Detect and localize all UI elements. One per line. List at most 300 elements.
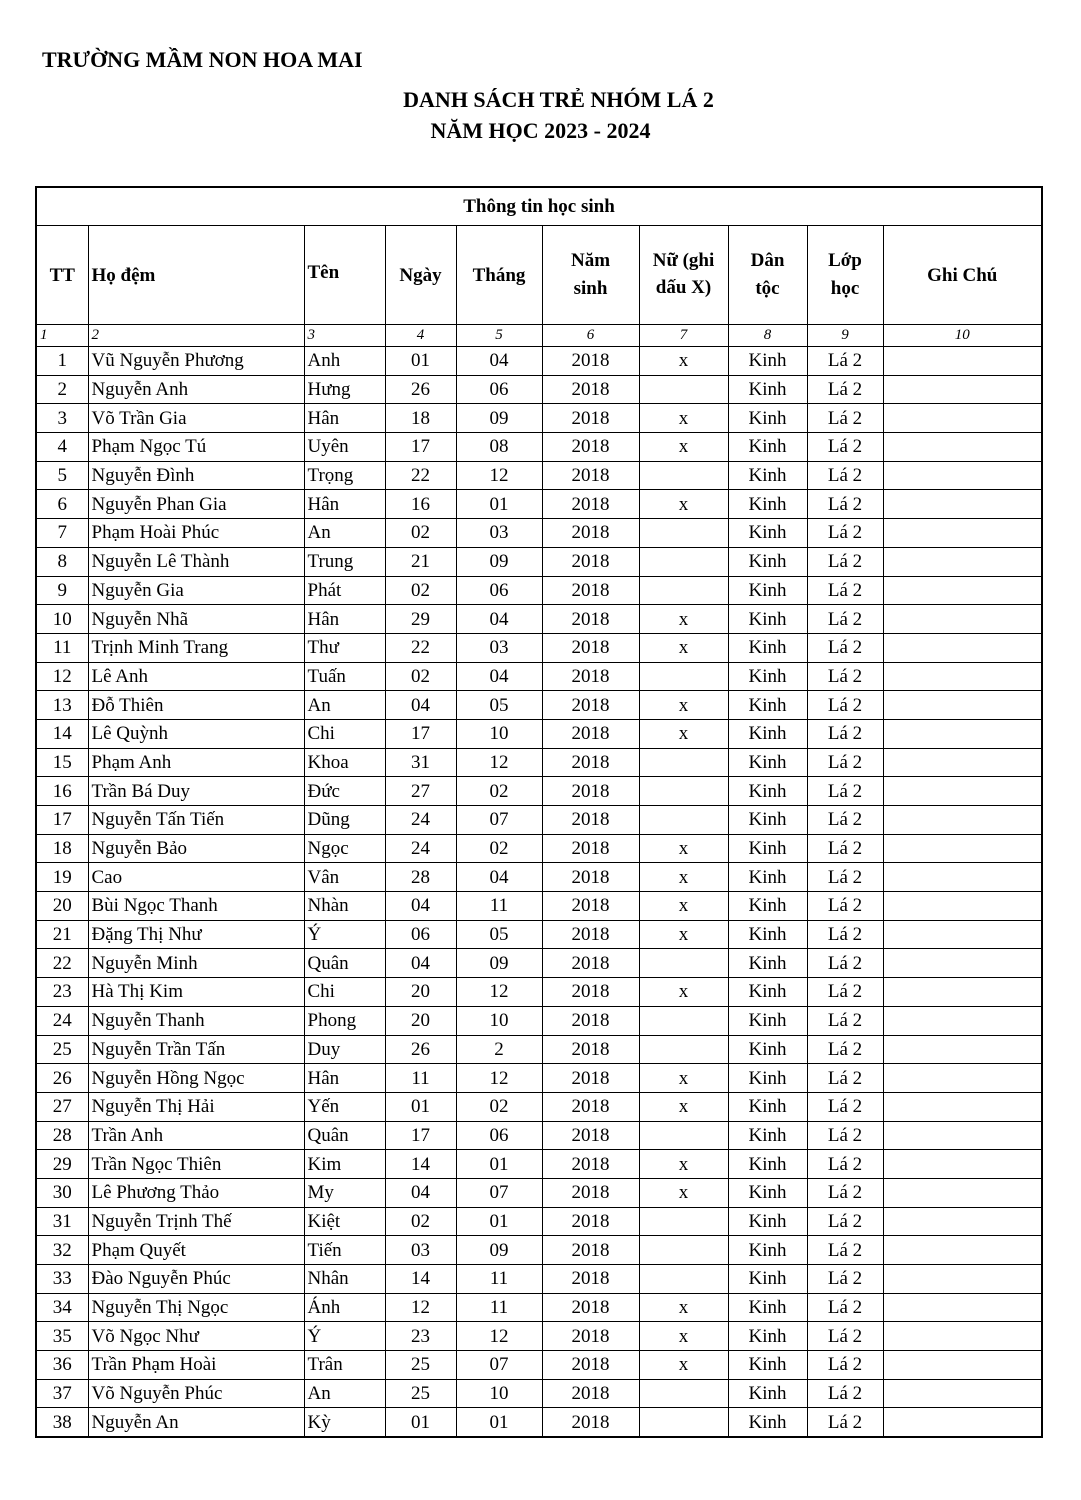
cell-ho-dem: Hà Thị Kim [88, 978, 304, 1007]
cell-tt: 8 [36, 547, 88, 576]
cell-ghi-chu [883, 748, 1042, 777]
column-header-nam-sinh: Năm sinh [542, 226, 639, 325]
cell-nam-sinh: 2018 [542, 1236, 639, 1265]
cell-nam-sinh: 2018 [542, 806, 639, 835]
cell-ghi-chu [883, 433, 1042, 462]
cell-ho-dem: Trịnh Minh Trang [88, 633, 304, 662]
column-header-tt: TT [36, 226, 88, 325]
table-row [36, 1322, 1042, 1351]
cell-ghi-chu [883, 375, 1042, 404]
cell-ghi-chu [883, 1379, 1042, 1408]
cell-dan-toc: Kinh [728, 1178, 807, 1207]
cell-ho-dem: Nguyễn Nhã [88, 605, 304, 634]
cell-dan-toc: Kinh [728, 719, 807, 748]
cell-ngay: 21 [385, 547, 456, 576]
cell-nu: x [639, 347, 728, 376]
cell-thang: 11 [456, 1293, 542, 1322]
cell-lop-hoc: Lá 2 [807, 863, 883, 892]
cell-lop-hoc: Lá 2 [807, 404, 883, 433]
cell-ho-dem: Võ Ngọc Như [88, 1322, 304, 1351]
column-index: 3 [304, 325, 385, 347]
cell-ngay: 24 [385, 834, 456, 863]
table-row [36, 719, 1042, 748]
cell-lop-hoc: Lá 2 [807, 633, 883, 662]
cell-nam-sinh: 2018 [542, 375, 639, 404]
student-table [35, 186, 1043, 1438]
cell-nam-sinh: 2018 [542, 949, 639, 978]
cell-nam-sinh: 2018 [542, 1379, 639, 1408]
cell-ho-dem: Phạm Hoài Phúc [88, 519, 304, 548]
cell-ghi-chu [883, 1408, 1042, 1437]
cell-thang: 12 [456, 461, 542, 490]
cell-tt: 14 [36, 719, 88, 748]
table-row [36, 748, 1042, 777]
cell-ten: Ý [304, 1322, 385, 1351]
cell-nam-sinh: 2018 [542, 1351, 639, 1380]
cell-dan-toc: Kinh [728, 1379, 807, 1408]
table-row [36, 1207, 1042, 1236]
cell-nu [639, 1408, 728, 1437]
cell-tt: 11 [36, 633, 88, 662]
column-index: 2 [88, 325, 304, 347]
cell-nu [639, 1035, 728, 1064]
document-title: DANH SÁCH TRẺ NHÓM LÁ 2 [403, 87, 714, 112]
cell-tt: 2 [36, 375, 88, 404]
cell-lop-hoc: Lá 2 [807, 662, 883, 691]
cell-nam-sinh: 2018 [542, 633, 639, 662]
cell-ngay: 17 [385, 1121, 456, 1150]
column-header-ten: Tên [304, 226, 385, 325]
column-header-ho-dem: Họ đệm [88, 226, 304, 325]
cell-tt: 37 [36, 1379, 88, 1408]
cell-thang: 07 [456, 1178, 542, 1207]
cell-ngay: 20 [385, 978, 456, 1007]
cell-ho-dem: Nguyễn Anh [88, 375, 304, 404]
cell-ngay: 16 [385, 490, 456, 519]
cell-dan-toc: Kinh [728, 1265, 807, 1294]
cell-ghi-chu [883, 1006, 1042, 1035]
cell-ghi-chu [883, 1121, 1042, 1150]
cell-tt: 16 [36, 777, 88, 806]
cell-ghi-chu [883, 1236, 1042, 1265]
cell-nu [639, 1006, 728, 1035]
cell-tt: 31 [36, 1207, 88, 1236]
cell-lop-hoc: Lá 2 [807, 1379, 883, 1408]
cell-ten: Kỳ [304, 1408, 385, 1437]
cell-lop-hoc: Lá 2 [807, 433, 883, 462]
cell-ten: Trung [304, 547, 385, 576]
cell-nu: x [639, 433, 728, 462]
cell-lop-hoc: Lá 2 [807, 1207, 883, 1236]
cell-lop-hoc: Lá 2 [807, 1293, 883, 1322]
cell-tt: 13 [36, 691, 88, 720]
column-index: 1 [36, 325, 88, 347]
cell-nu [639, 1207, 728, 1236]
cell-ghi-chu [883, 920, 1042, 949]
table-row [36, 605, 1042, 634]
cell-dan-toc: Kinh [728, 1035, 807, 1064]
cell-ten: Yến [304, 1092, 385, 1121]
cell-thang: 03 [456, 519, 542, 548]
cell-dan-toc: Kinh [728, 1121, 807, 1150]
cell-nam-sinh: 2018 [542, 748, 639, 777]
cell-ten: My [304, 1178, 385, 1207]
cell-dan-toc: Kinh [728, 633, 807, 662]
cell-ghi-chu [883, 461, 1042, 490]
cell-nu: x [639, 490, 728, 519]
cell-ten: Hân [304, 605, 385, 634]
cell-ghi-chu [883, 347, 1042, 376]
cell-ghi-chu [883, 1351, 1042, 1380]
table-row [36, 1035, 1042, 1064]
table-row [36, 1064, 1042, 1093]
cell-nam-sinh: 2018 [542, 576, 639, 605]
cell-ngay: 02 [385, 1207, 456, 1236]
cell-ten: Trân [304, 1351, 385, 1380]
cell-lop-hoc: Lá 2 [807, 490, 883, 519]
cell-thang: 02 [456, 834, 542, 863]
cell-dan-toc: Kinh [728, 375, 807, 404]
cell-ghi-chu [883, 490, 1042, 519]
cell-thang: 06 [456, 375, 542, 404]
cell-ho-dem: Nguyễn Trần Tấn [88, 1035, 304, 1064]
school-year: NĂM HỌC 2023 - 2024 [430, 118, 651, 143]
cell-thang: 2 [456, 1035, 542, 1064]
cell-ten: Anh [304, 347, 385, 376]
cell-ho-dem: Lê Anh [88, 662, 304, 691]
cell-thang: 09 [456, 547, 542, 576]
cell-tt: 4 [36, 433, 88, 462]
cell-ngay: 17 [385, 433, 456, 462]
table-row [36, 1121, 1042, 1150]
table-row [36, 433, 1042, 462]
cell-ho-dem: Phạm Anh [88, 748, 304, 777]
cell-nu [639, 1379, 728, 1408]
table-row [36, 375, 1042, 404]
cell-nam-sinh: 2018 [542, 834, 639, 863]
cell-lop-hoc: Lá 2 [807, 1408, 883, 1437]
cell-dan-toc: Kinh [728, 347, 807, 376]
cell-tt: 17 [36, 806, 88, 835]
cell-dan-toc: Kinh [728, 834, 807, 863]
cell-ten: Quân [304, 1121, 385, 1150]
cell-thang: 10 [456, 1006, 542, 1035]
cell-ten: Nhân [304, 1265, 385, 1294]
cell-ho-dem: Đỗ Thiên [88, 691, 304, 720]
cell-lop-hoc: Lá 2 [807, 1351, 883, 1380]
cell-thang: 12 [456, 1322, 542, 1351]
cell-nu [639, 519, 728, 548]
cell-tt: 30 [36, 1178, 88, 1207]
cell-ho-dem: Nguyễn Đình [88, 461, 304, 490]
cell-ghi-chu [883, 777, 1042, 806]
cell-ten: Chi [304, 719, 385, 748]
cell-nam-sinh: 2018 [542, 978, 639, 1007]
cell-ngay: 02 [385, 576, 456, 605]
cell-lop-hoc: Lá 2 [807, 1236, 883, 1265]
cell-tt: 7 [36, 519, 88, 548]
table-row [36, 633, 1042, 662]
table-row [36, 490, 1042, 519]
cell-ten: Dũng [304, 806, 385, 835]
cell-tt: 24 [36, 1006, 88, 1035]
table-row [36, 1379, 1042, 1408]
cell-lop-hoc: Lá 2 [807, 576, 883, 605]
column-index: 5 [456, 325, 542, 347]
cell-thang: 12 [456, 748, 542, 777]
cell-ho-dem: Nguyễn Hồng Ngọc [88, 1064, 304, 1093]
table-row [36, 404, 1042, 433]
cell-ten: Khoa [304, 748, 385, 777]
group-header: Thông tin học sinh [36, 187, 1042, 226]
cell-dan-toc: Kinh [728, 1408, 807, 1437]
cell-ho-dem: Lê Quỳnh [88, 719, 304, 748]
cell-nam-sinh: 2018 [542, 1408, 639, 1437]
cell-nam-sinh: 2018 [542, 1064, 639, 1093]
cell-ngay: 26 [385, 1035, 456, 1064]
cell-thang: 07 [456, 806, 542, 835]
cell-ho-dem: Nguyễn Tấn Tiến [88, 806, 304, 835]
cell-ho-dem: Nguyễn Phan Gia [88, 490, 304, 519]
cell-ten: Phát [304, 576, 385, 605]
cell-tt: 1 [36, 347, 88, 376]
column-header-thang: Tháng [456, 226, 542, 325]
cell-nu [639, 1121, 728, 1150]
cell-ho-dem: Đào Nguyễn Phúc [88, 1265, 304, 1294]
table-row [36, 1236, 1042, 1265]
cell-nu: x [639, 404, 728, 433]
cell-nu: x [639, 1178, 728, 1207]
cell-ten: Trọng [304, 461, 385, 490]
cell-nu: x [639, 691, 728, 720]
cell-nu: x [639, 1322, 728, 1351]
cell-ngay: 27 [385, 777, 456, 806]
cell-nu: x [639, 719, 728, 748]
cell-ghi-chu [883, 662, 1042, 691]
column-index: 4 [385, 325, 456, 347]
cell-thang: 01 [456, 1408, 542, 1437]
cell-ten: Quân [304, 949, 385, 978]
cell-dan-toc: Kinh [728, 691, 807, 720]
cell-lop-hoc: Lá 2 [807, 1006, 883, 1035]
column-header-dan-toc: Dân tộc [728, 226, 807, 325]
cell-lop-hoc: Lá 2 [807, 1092, 883, 1121]
cell-nu: x [639, 1293, 728, 1322]
cell-ghi-chu [883, 949, 1042, 978]
table-row [36, 662, 1042, 691]
cell-nu: x [639, 605, 728, 634]
cell-ghi-chu [883, 978, 1042, 1007]
cell-thang: 03 [456, 633, 542, 662]
cell-nam-sinh: 2018 [542, 461, 639, 490]
cell-nu [639, 1236, 728, 1265]
table-row [36, 978, 1042, 1007]
cell-nu: x [639, 633, 728, 662]
cell-tt: 9 [36, 576, 88, 605]
cell-nu [639, 662, 728, 691]
cell-ngay: 20 [385, 1006, 456, 1035]
cell-thang: 04 [456, 863, 542, 892]
cell-ho-dem: Trần Anh [88, 1121, 304, 1150]
cell-nu: x [639, 1092, 728, 1121]
cell-thang: 09 [456, 404, 542, 433]
cell-nu [639, 576, 728, 605]
cell-lop-hoc: Lá 2 [807, 375, 883, 404]
cell-nam-sinh: 2018 [542, 1265, 639, 1294]
cell-ghi-chu [883, 1092, 1042, 1121]
cell-tt: 3 [36, 404, 88, 433]
column-index: 6 [542, 325, 639, 347]
cell-ngay: 06 [385, 920, 456, 949]
cell-ghi-chu [883, 605, 1042, 634]
cell-tt: 10 [36, 605, 88, 634]
cell-tt: 27 [36, 1092, 88, 1121]
cell-ngay: 02 [385, 519, 456, 548]
cell-ghi-chu [883, 404, 1042, 433]
cell-lop-hoc: Lá 2 [807, 920, 883, 949]
cell-nam-sinh: 2018 [542, 605, 639, 634]
cell-ten: Duy [304, 1035, 385, 1064]
cell-nam-sinh: 2018 [542, 1006, 639, 1035]
cell-dan-toc: Kinh [728, 748, 807, 777]
table-row [36, 691, 1042, 720]
cell-nu [639, 547, 728, 576]
cell-ten: Ý [304, 920, 385, 949]
cell-nam-sinh: 2018 [542, 777, 639, 806]
cell-tt: 15 [36, 748, 88, 777]
table-row [36, 1293, 1042, 1322]
cell-ho-dem: Võ Trần Gia [88, 404, 304, 433]
cell-ho-dem: Nguyễn Gia [88, 576, 304, 605]
cell-thang: 07 [456, 1351, 542, 1380]
cell-dan-toc: Kinh [728, 777, 807, 806]
cell-ho-dem: Trần Phạm Hoài [88, 1351, 304, 1380]
cell-thang: 11 [456, 892, 542, 921]
cell-dan-toc: Kinh [728, 1236, 807, 1265]
cell-thang: 09 [456, 949, 542, 978]
cell-thang: 02 [456, 1092, 542, 1121]
cell-tt: 32 [36, 1236, 88, 1265]
cell-lop-hoc: Lá 2 [807, 1150, 883, 1179]
cell-ho-dem: Nguyễn Minh [88, 949, 304, 978]
cell-dan-toc: Kinh [728, 949, 807, 978]
cell-nam-sinh: 2018 [542, 1178, 639, 1207]
cell-ghi-chu [883, 719, 1042, 748]
cell-ho-dem: Cao [88, 863, 304, 892]
table-row [36, 1006, 1042, 1035]
cell-ten: Hân [304, 490, 385, 519]
cell-ngay: 04 [385, 949, 456, 978]
cell-dan-toc: Kinh [728, 1351, 807, 1380]
cell-nam-sinh: 2018 [542, 1035, 639, 1064]
cell-ghi-chu [883, 633, 1042, 662]
cell-thang: 12 [456, 978, 542, 1007]
cell-ngay: 22 [385, 461, 456, 490]
cell-lop-hoc: Lá 2 [807, 691, 883, 720]
cell-thang: 06 [456, 1121, 542, 1150]
cell-tt: 33 [36, 1265, 88, 1294]
cell-nu: x [639, 978, 728, 1007]
cell-ngay: 12 [385, 1293, 456, 1322]
cell-ten: Kiệt [304, 1207, 385, 1236]
cell-ngay: 25 [385, 1351, 456, 1380]
cell-nu: x [639, 1150, 728, 1179]
cell-thang: 01 [456, 490, 542, 519]
cell-tt: 38 [36, 1408, 88, 1437]
cell-thang: 04 [456, 662, 542, 691]
cell-tt: 19 [36, 863, 88, 892]
cell-ten: Ngọc [304, 834, 385, 863]
cell-tt: 34 [36, 1293, 88, 1322]
cell-ghi-chu [883, 1150, 1042, 1179]
cell-thang: 11 [456, 1265, 542, 1294]
cell-thang: 05 [456, 691, 542, 720]
table-row [36, 863, 1042, 892]
column-index-row [36, 325, 1042, 347]
cell-ho-dem: Phạm Ngọc Tú [88, 433, 304, 462]
cell-ho-dem: Nguyễn Trịnh Thế [88, 1207, 304, 1236]
cell-lop-hoc: Lá 2 [807, 1178, 883, 1207]
column-header-nu: Nữ (ghi dấu X) [639, 226, 728, 325]
cell-dan-toc: Kinh [728, 605, 807, 634]
cell-ngay: 11 [385, 1064, 456, 1093]
column-index: 9 [807, 325, 883, 347]
cell-ten: Kim [304, 1150, 385, 1179]
cell-ngay: 23 [385, 1322, 456, 1351]
cell-lop-hoc: Lá 2 [807, 605, 883, 634]
cell-nam-sinh: 2018 [542, 1121, 639, 1150]
cell-tt: 29 [36, 1150, 88, 1179]
table-row [36, 892, 1042, 921]
cell-lop-hoc: Lá 2 [807, 892, 883, 921]
table-row [36, 519, 1042, 548]
column-header-lop-hoc: Lớp học [807, 226, 883, 325]
cell-nu: x [639, 892, 728, 921]
cell-thang: 01 [456, 1207, 542, 1236]
cell-dan-toc: Kinh [728, 662, 807, 691]
cell-ten: An [304, 1379, 385, 1408]
cell-ngay: 29 [385, 605, 456, 634]
cell-nam-sinh: 2018 [542, 892, 639, 921]
cell-ten: Đức [304, 777, 385, 806]
cell-ghi-chu [883, 691, 1042, 720]
cell-dan-toc: Kinh [728, 806, 807, 835]
cell-ten: Thư [304, 633, 385, 662]
cell-ngay: 04 [385, 1178, 456, 1207]
cell-lop-hoc: Lá 2 [807, 978, 883, 1007]
cell-nam-sinh: 2018 [542, 1207, 639, 1236]
cell-dan-toc: Kinh [728, 1006, 807, 1035]
cell-tt: 5 [36, 461, 88, 490]
cell-ho-dem: Nguyễn Thị Ngọc [88, 1293, 304, 1322]
cell-nam-sinh: 2018 [542, 404, 639, 433]
cell-ten: Chi [304, 978, 385, 1007]
cell-ngay: 04 [385, 691, 456, 720]
cell-thang: 06 [456, 576, 542, 605]
cell-ghi-chu [883, 576, 1042, 605]
table-row [36, 547, 1042, 576]
table-row [36, 806, 1042, 835]
table-row [36, 834, 1042, 863]
cell-nam-sinh: 2018 [542, 519, 639, 548]
cell-ten: Ánh [304, 1293, 385, 1322]
cell-thang: 12 [456, 1064, 542, 1093]
cell-lop-hoc: Lá 2 [807, 748, 883, 777]
cell-lop-hoc: Lá 2 [807, 949, 883, 978]
cell-nu: x [639, 834, 728, 863]
table-row [36, 949, 1042, 978]
cell-tt: 18 [36, 834, 88, 863]
